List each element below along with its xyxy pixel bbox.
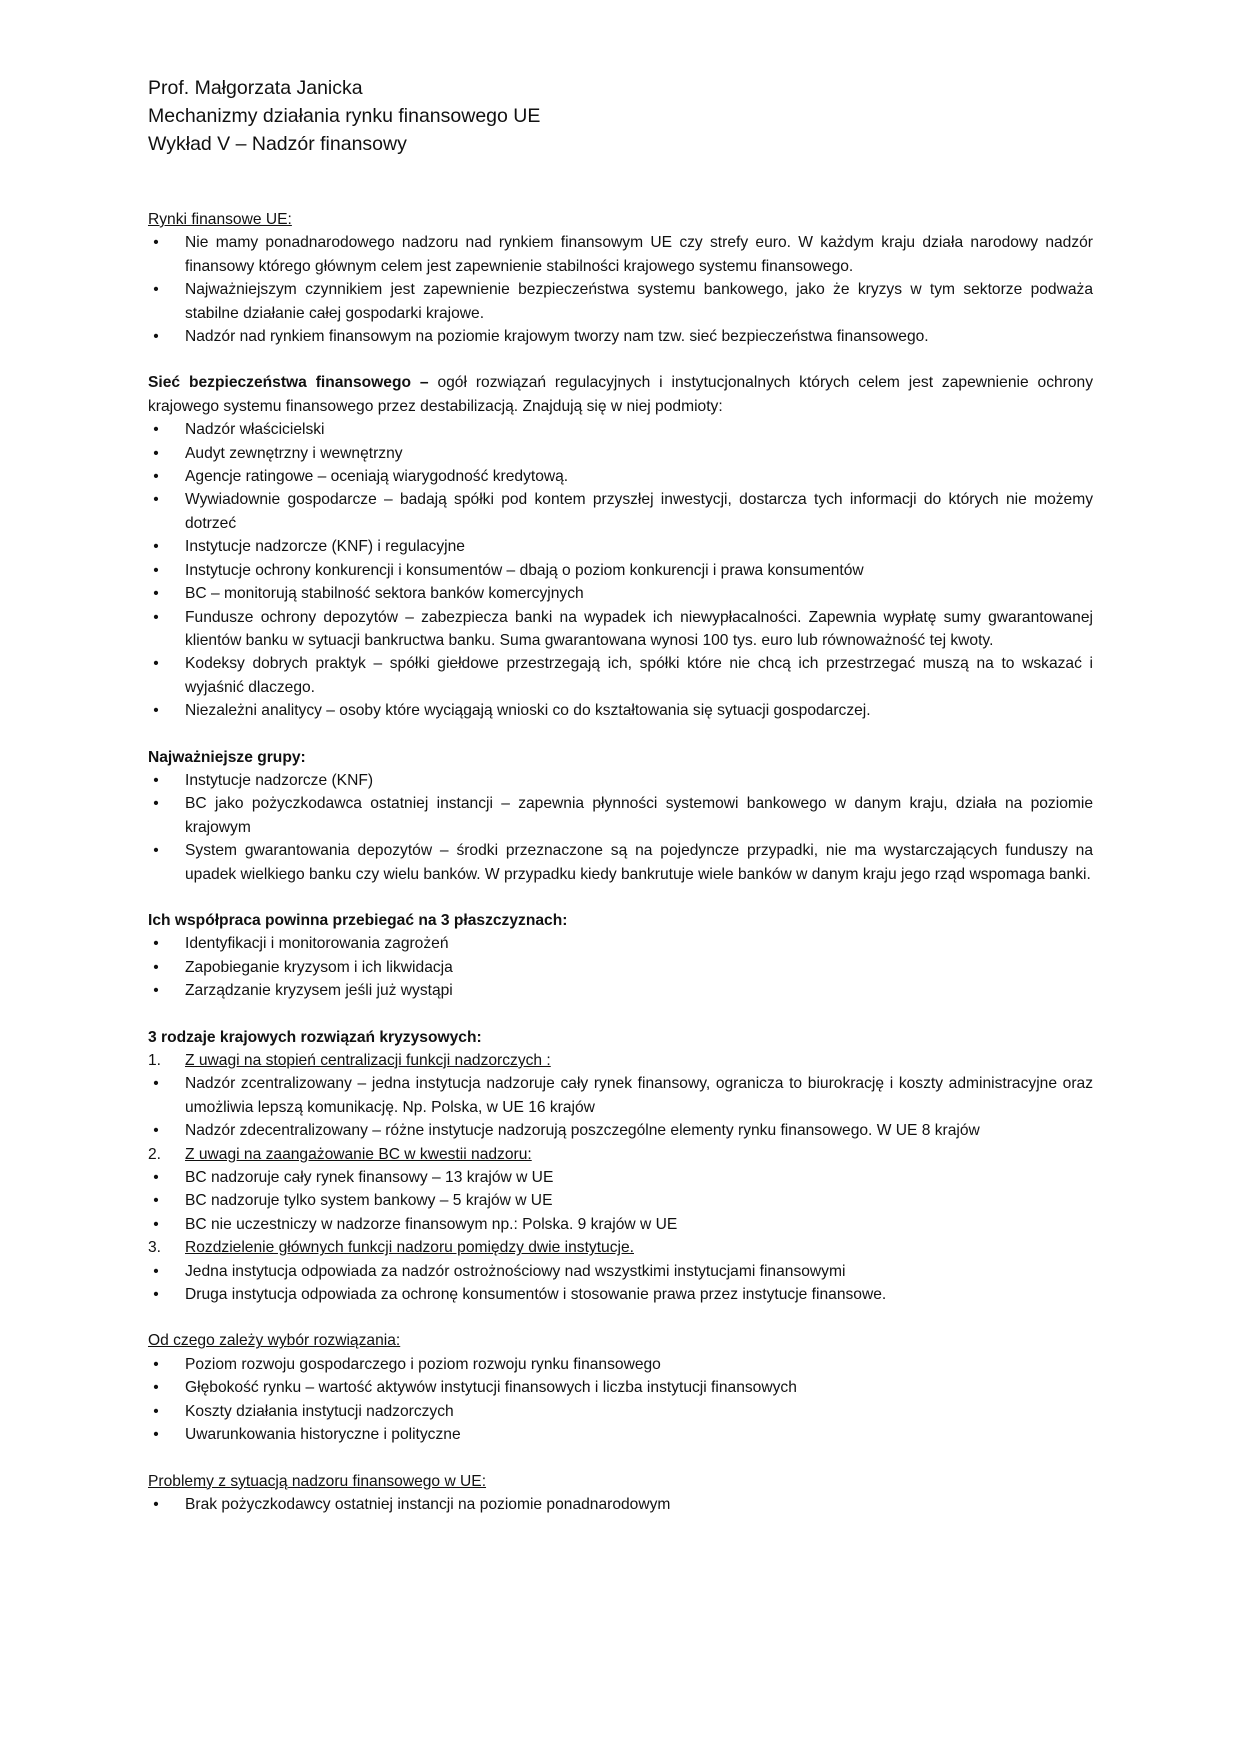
bullet-icon: • (153, 771, 159, 789)
list-item-text: Zapobieganie kryzysom i ich likwidacja (185, 958, 453, 976)
list-item (148, 1213, 1093, 1236)
numbered-item (148, 1143, 1093, 1166)
bullet-list (148, 1353, 1093, 1447)
bullet-icon: • (153, 1355, 159, 1373)
list-item-text: Koszty działania instytucji nadzorczych (185, 1402, 454, 1420)
numbered-item-title: Z uwagi na stopień centralizacji funkcji nadzorczych : (185, 1052, 551, 1069)
list-item (148, 606, 1093, 653)
section-eu-financial-markets (148, 208, 1093, 348)
bullet-icon: • (153, 538, 159, 556)
numbered-list (148, 1236, 1093, 1259)
section-heading: 3 rodzaje krajowych rozwiązań kryzysowych: (148, 1028, 482, 1046)
list-item (148, 839, 1093, 886)
definition-paragraph (148, 371, 1093, 418)
numbered-item (148, 1049, 1093, 1072)
bullet-icon: • (153, 1262, 159, 1280)
section-heading: Od czego zależy wybór rozwiązania: (148, 1332, 401, 1350)
list-item (148, 582, 1093, 605)
list-item (148, 769, 1093, 792)
list-item-text: BC nadzoruje cały rynek finansowy – 13 krajów w UE (185, 1169, 554, 1187)
author-name: Prof. Małgorzata Janicka (148, 77, 363, 99)
list-item (148, 488, 1093, 535)
list-item (148, 1400, 1093, 1423)
bullet-icon: • (153, 421, 159, 439)
list-item (148, 979, 1093, 1002)
bullet-icon: • (153, 702, 159, 720)
list-item-text: Niezależni analitycy – osoby które wyciągają wnioski co do kształtowania się sytuacji gospodarczej. (185, 702, 871, 720)
list-item-text: Brak pożyczkodawcy ostatniej instancji na poziomie ponadnarodowym (185, 1495, 671, 1513)
bullet-icon: • (153, 958, 159, 976)
list-item-text: Zarządzanie kryzysem jeśli już wystąpi (185, 982, 453, 1000)
numbered-list (148, 1143, 1093, 1166)
list-item (148, 1283, 1093, 1306)
bullet-icon: • (153, 444, 159, 462)
list-item-text: Instytucje ochrony konkurencji i konsumentów – dbają o poziom konkurencji i prawa konsumentów (185, 561, 864, 579)
bullet-icon: • (153, 1495, 159, 1513)
list-item (148, 1119, 1093, 1142)
bullet-icon: • (153, 491, 159, 509)
bullet-icon: • (153, 1075, 159, 1093)
section-heading: Rynki finansowe UE: (148, 211, 292, 228)
list-item-text: Druga instytucja odpowiada za ochronę konsumentów i stosowanie prawa przez instytucje finansowe. (185, 1286, 887, 1304)
list-item (148, 1166, 1093, 1189)
list-item-text: BC – monitorują stabilność sektora banków komercyjnych (185, 585, 584, 603)
list-item-text: Najważniejszym czynnikiem jest zapewnienie bezpieczeństwa systemu bankowego, jako że kryzys w tym sektorze podważa stabilne działanie całej gospodarki krajowe. (185, 281, 1093, 322)
bullet-icon: • (153, 468, 159, 486)
list-item (148, 792, 1093, 839)
list-item (148, 1493, 1093, 1516)
bullet-list (148, 1072, 1093, 1142)
bullet-icon: • (153, 935, 159, 953)
bullet-icon: • (153, 561, 159, 579)
list-item-text: BC jako pożyczkodawca ostatniej instancji – zapewnia płynności systemowi bankowego w danym kraju, działa na poziomie krajowym (185, 795, 1093, 836)
bullet-icon: • (153, 1426, 159, 1444)
bullet-icon: • (153, 1169, 159, 1187)
section-heading: Najważniejsze grupy: (148, 748, 306, 766)
bullet-list (148, 418, 1093, 722)
bullet-icon: • (153, 1379, 159, 1397)
bullet-icon: • (153, 281, 159, 299)
section-cooperation (148, 909, 1093, 1003)
definition-term: Sieć bezpieczeństwa finansowego – (148, 374, 429, 392)
list-item-text: Nadzór nad rynkiem finansowym na poziomie krajowym tworzy nam tzw. sieć bezpieczeństwa finansowego. (185, 328, 929, 346)
bullet-icon: • (153, 585, 159, 603)
list-item (148, 1353, 1093, 1376)
numbered-item (148, 1236, 1093, 1259)
bullet-icon: • (153, 608, 159, 626)
list-item (148, 1423, 1093, 1446)
bullet-icon: • (153, 1192, 159, 1210)
definition-text: ogół rozwiązań regulacyjnych i instytucjonalnych których celem jest zapewnienie ochrony krajowego systemu finansowego przez destabilizacją. Znajdują się w niej podmioty: (148, 374, 1093, 415)
list-item-text: Nadzór zdecentralizowany – różne instytucje nadzorują poszczególne elementy rynku finansowego. W UE 8 krajów (185, 1122, 980, 1140)
list-item (148, 1260, 1093, 1283)
list-item-text: Nadzór zcentralizowany – jedna instytucja nadzoruje cały rynek finansowy, ogranicza to biurokrację i koszty administracyjne oraz umożliwia lepszą komunikację. Np. Polska, w UE 16 krajów (185, 1075, 1093, 1116)
section-eu-problems (148, 1470, 1093, 1517)
list-item (148, 535, 1093, 558)
list-item-text: Audyt zewnętrzny i wewnętrzny (185, 444, 403, 462)
item-number: 1. (148, 1052, 162, 1069)
list-item-text: Uwarunkowania historyczne i polityczne (185, 1426, 461, 1444)
list-item-text: Agencje ratingowe – oceniają wiarygodność kredytową. (185, 468, 569, 486)
list-item (148, 932, 1093, 955)
list-item-text: Nadzór właścicielski (185, 421, 325, 439)
numbered-item-title: Z uwagi na zaangażowanie BC w kwestii nadzoru: (185, 1145, 532, 1163)
list-item-text: Kodeksy dobrych praktyk – spółki giełdowe przestrzegają ich, spółki które nie chcą ich przestrzegać muszą na to wskazać i wyjaśnić dlaczego. (185, 655, 1093, 696)
numbered-list (148, 1049, 1093, 1072)
list-item-text: System gwarantowania depozytów – środki przeznaczone są na pojedyncze przypadki, nie ma wystarczających funduszy na upadek wielkiego banku czy wielu banków. W przypadku kiedy bankrutuje wiele banków w danym kraju jego rząd wspomaga banki. (185, 842, 1093, 883)
course-title: Mechanizmy działania rynku finansowego UE (148, 105, 541, 127)
list-item (148, 956, 1093, 979)
list-item-text: Wywiadownie gospodarcze – badają spółki pod kontem przyszłej inwestycji, dostarcza tych informacji do których nie możemy dotrzeć (185, 491, 1093, 532)
bullet-icon: • (153, 328, 159, 346)
list-item (148, 418, 1093, 441)
list-item-text: BC nie uczestniczy w nadzorze finansowym np.: Polska. 9 krajów w UE (185, 1215, 678, 1233)
list-item-text: Nie mamy ponadnarodowego nadzoru nad rynkiem finansowym UE czy strefy euro. W każdym kraju działa narodowy nadzór finansowy którego głównym celem jest zapewnienie stabilności krajowego systemu finansowego. (185, 234, 1093, 275)
list-item (148, 325, 1093, 348)
section-crisis-solutions (148, 1026, 1093, 1307)
section-safety-net (148, 371, 1093, 722)
list-item-text: BC nadzoruje tylko system bankowy – 5 krajów w UE (185, 1192, 553, 1210)
list-item-text: Głębokość rynku – wartość aktywów instytucji finansowych i liczba instytucji finansowych (185, 1379, 797, 1397)
bullet-icon: • (153, 655, 159, 673)
bullet-icon: • (153, 982, 159, 1000)
list-item (148, 231, 1093, 278)
list-item-text: Fundusze ochrony depozytów – zabezpiecza banki na wypadek ich niewypłacalności. Zapewnia wypłatę sumy gwarantowanej klientów banku w sytuacji bankructwa banku. Suma gwarantowana wynosi 100 tys. euro lub równoważność tej kwoty. (185, 608, 1093, 649)
list-item (148, 1072, 1093, 1119)
list-item-text: Poziom rozwoju gospodarczego i poziom rozwoju rynku finansowego (185, 1355, 661, 1373)
list-item (148, 652, 1093, 699)
bullet-icon: • (153, 1402, 159, 1420)
section-heading: Problemy z sytuacją nadzoru finansowego w UE: (148, 1472, 487, 1490)
bullet-list (148, 769, 1093, 886)
list-item (148, 442, 1093, 465)
bullet-icon: • (153, 1286, 159, 1304)
list-item (148, 465, 1093, 488)
list-item-text: Jedna instytucja odpowiada za nadzór ostrożnościowy nad wszystkimi instytucjami finansowymi (185, 1262, 846, 1280)
list-item-text: Identyfikacji i monitorowania zagrożeń (185, 935, 449, 953)
bullet-icon: • (153, 234, 159, 252)
item-number: 2. (148, 1145, 162, 1163)
bullet-list (148, 932, 1093, 1002)
list-item (148, 559, 1093, 582)
bullet-icon: • (153, 795, 159, 813)
section-choice-factors (148, 1329, 1093, 1446)
list-item (148, 278, 1093, 325)
section-heading: Ich współpraca powinna przebiegać na 3 płaszczyznach: (148, 911, 568, 929)
section-key-groups (148, 746, 1093, 886)
bullet-icon: • (153, 1215, 159, 1233)
bullet-list (148, 231, 1093, 348)
numbered-item-title: Rozdzielenie głównych funkcji nadzoru pomiędzy dwie instytucje. (185, 1239, 634, 1257)
list-item (148, 699, 1093, 722)
bullet-list (148, 1166, 1093, 1236)
list-item-text: Instytucje nadzorcze (KNF) (185, 771, 374, 789)
document-body (148, 208, 1093, 1539)
document-header (148, 74, 540, 158)
bullet-list (148, 1260, 1093, 1307)
list-item (148, 1189, 1093, 1212)
item-number: 3. (148, 1239, 162, 1257)
lecture-title: Wykład V – Nadzór finansowy (148, 133, 407, 155)
bullet-icon: • (153, 842, 159, 860)
list-item (148, 1376, 1093, 1399)
bullet-list (148, 1493, 1093, 1516)
bullet-icon: • (153, 1122, 159, 1140)
list-item-text: Instytucje nadzorcze (KNF) i regulacyjne (185, 538, 465, 556)
